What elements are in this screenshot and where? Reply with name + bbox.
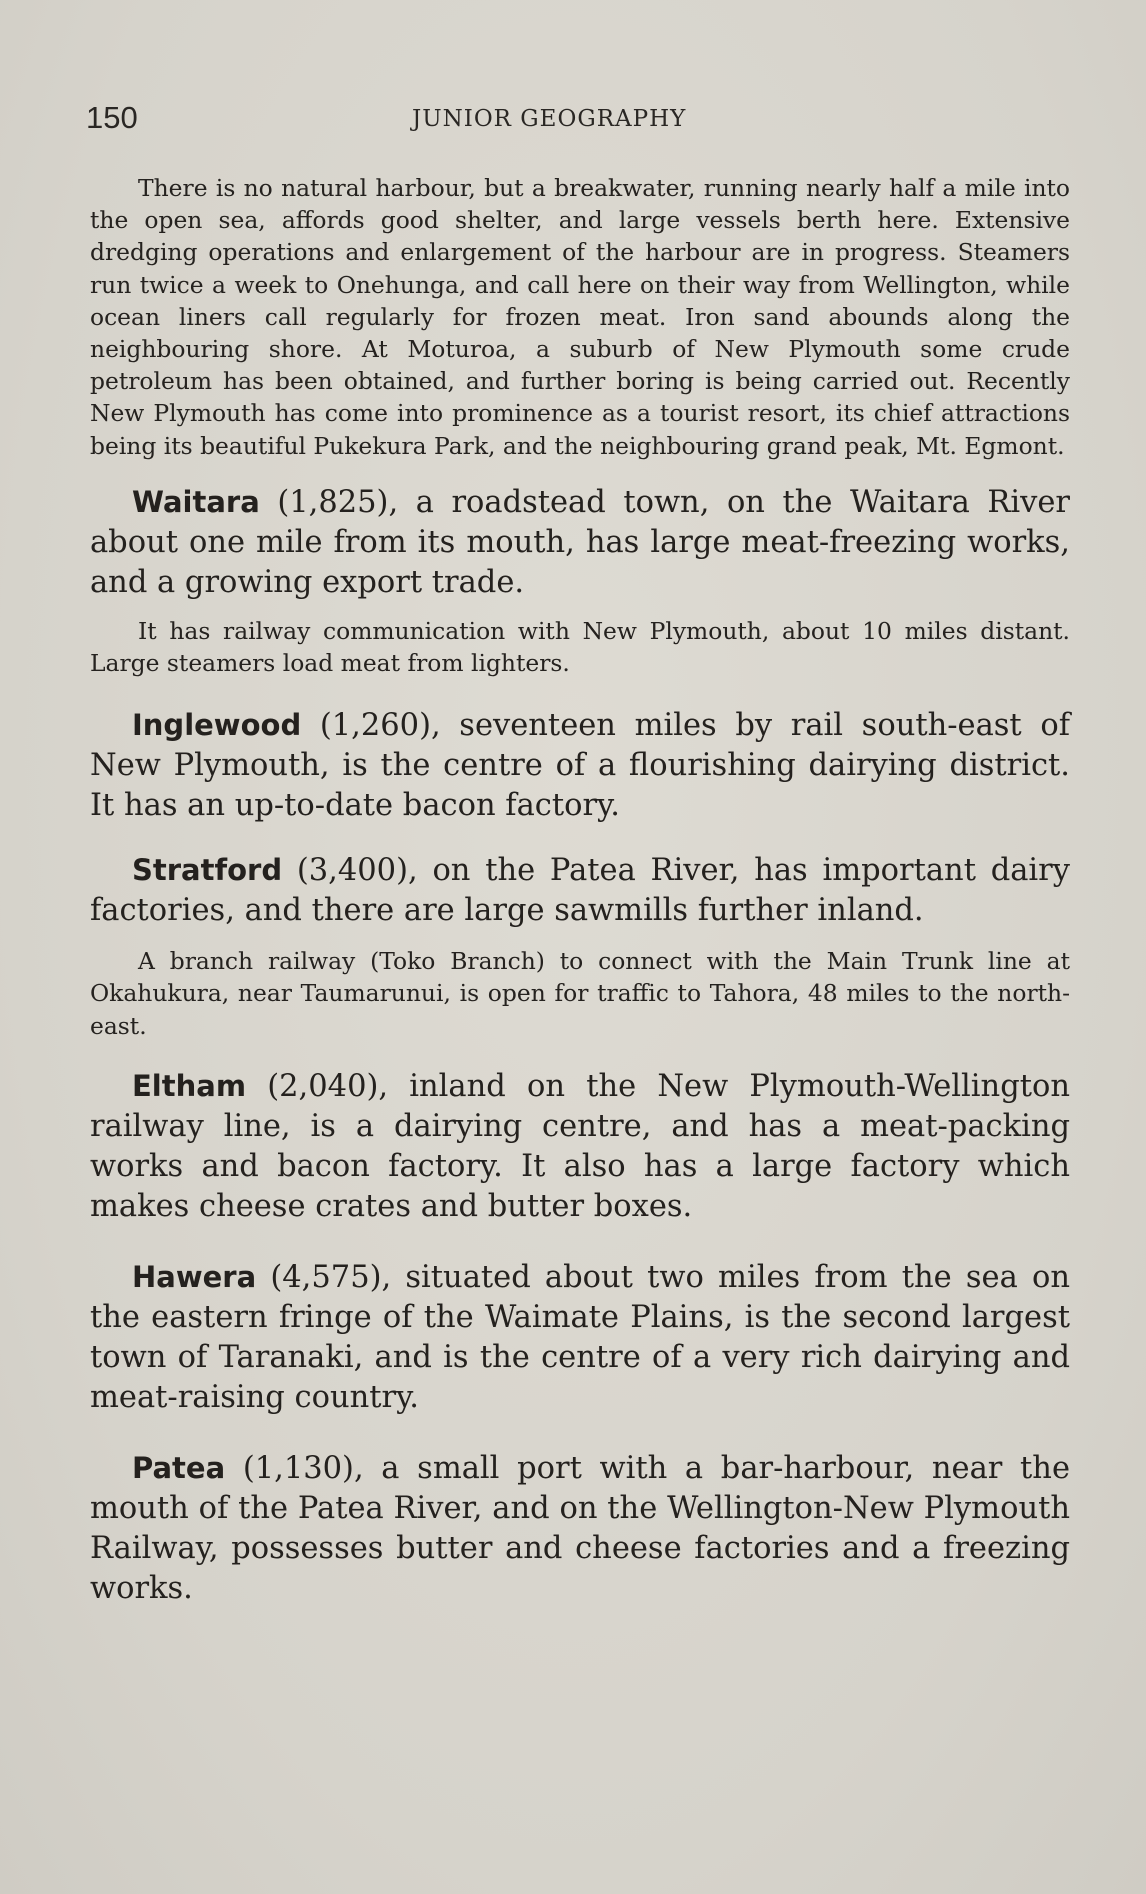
paragraph-text: (2,040), inland on the New Plymouth-Wellington railway line, is a dairying centre, and has a meat-packing works and bacon factory. It also has a large factory which makes cheese crates and butter boxes. — [90, 1068, 1070, 1224]
paragraph-text: There is no natural harbour, but a breakwater, running nearly half a mile into the open sea, affords good shelter, and large vessels berth here. Extensive dredging operations and enlargement of the harbour are in progress. Steamers run twice a week to Onehunga, and call here on their way from Wellington, while ocean liners call regularly for frozen meat. Iron sand abounds along the neighbouring shore. At Moturoa, a suburb of New Plymouth some crude petroleum has been obtained, and further boring is being carried out. Recently New Plymouth has come into prominence as a tourist resort, its chief attractions being its beautiful Pukekura Park, and the neighbouring grand peak, Mt. Egmont. — [90, 174, 1070, 460]
paragraph-text: (4,575), situated about two miles from the sea on the eastern fringe of the Waimate Plains, is the second largest town of Taranaki, and is the centre of a very rich dairying and meat-raising country. — [90, 1259, 1070, 1415]
paragraph-hawera — [90, 1257, 1070, 1418]
paragraph-patea — [90, 1448, 1070, 1609]
paragraph-stratford — [90, 850, 1070, 931]
town-name: Patea — [132, 1450, 226, 1485]
paragraph-inglewood — [90, 705, 1070, 826]
paragraph-waitara — [90, 482, 1070, 603]
paragraph-text: It has railway communication with New Plymouth, about 10 miles distant. Large steamers load meat from lighters. — [90, 616, 1070, 678]
paragraph-text: (3,400), on the Patea River, has important dairy factories, and there are large sawmills further inland. — [90, 853, 1070, 929]
running-head: JUNIOR GEOGRAPHY — [412, 106, 687, 132]
paragraph-new-plymouth-harbour — [90, 172, 1070, 462]
paragraph-waitara-note — [90, 615, 1070, 679]
page-body — [90, 172, 1070, 1609]
town-name: Stratford — [132, 853, 283, 888]
town-name: Hawera — [132, 1259, 257, 1294]
paragraph-text: (1,260), seventeen miles by rail south-east of New Plymouth, is the centre of a flourishing dairying district. It has an up-to-date bacon factory. — [90, 708, 1070, 824]
paragraph-stratford-note — [90, 945, 1070, 1042]
page-header — [86, 100, 1086, 140]
town-name: Waitara — [132, 484, 260, 519]
town-name: Eltham — [132, 1068, 247, 1103]
paragraph-text: (1,825), a roadstead town, on the Waitara River about one mile from its mouth, has large meat-freezing works, and a growing export trade. — [90, 484, 1070, 600]
paragraph-eltham — [90, 1066, 1070, 1227]
paragraph-text: (1,130), a small port with a bar-harbour, near the mouth of the Patea River, and on the Wellington-New Plymouth Railway, possesses butter and cheese factories and a freezing works. — [90, 1450, 1070, 1606]
town-name: Inglewood — [132, 708, 302, 743]
page-number: 150 — [86, 100, 138, 135]
paragraph-text: A branch railway (Toko Branch) to connect with the Main Trunk line at Okahukura, near Taumarunui, is open for traffic to Tahora, 48 miles to the north-east. — [90, 947, 1070, 1040]
